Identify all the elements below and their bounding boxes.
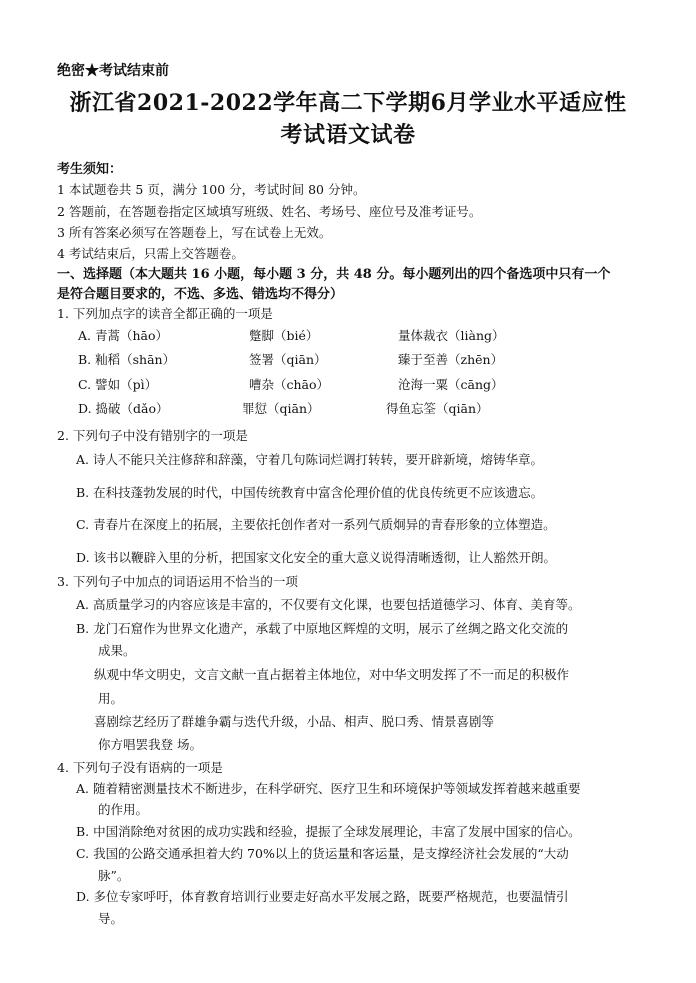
question-1-stem: 1. 下列加点字的读音全都正确的一项是 [57, 306, 273, 321]
q1-option: D. 捣破（dǎo） [78, 401, 169, 416]
exam-title-line2: 考试语文试卷 [280, 122, 416, 148]
q3-option-d: 喜剧综艺经历了群雄争霸与迭代升级，小品、相声、脱口秀、情景喜剧等 [94, 714, 495, 729]
exam-title-line1: 浙江省2021-2022学年高二下学期6月学业水平适应性 [69, 90, 627, 116]
q4-option-b: B. 中国消除绝对贫困的成功实践和经验，提振了全球发展理论，丰富了发展中国家的信心。 [76, 824, 581, 839]
q3-option-c: 纵观中华文明史，文言文献一直占据着主体地位，对中华文明发挥了不一而足的积极作 [94, 667, 570, 682]
q1-option: 臻于至善（zhēn） [398, 352, 504, 367]
section-heading: 一、选择题（本大题共 16 小题，每小题 3 分，共 48 分。每小题列出的四个备选项中只有一个 [57, 267, 611, 282]
q3-option-b-cont: 成果。 [98, 643, 136, 658]
q1-option: A. 青蒿（hāo） [78, 328, 169, 343]
q4-option-d: D. 多位专家呼吁，体育教育培训行业要走好高水平发展之路，既要严格规范，也要温情引 [76, 889, 569, 904]
q4-option-a-cont: 的作用。 [98, 802, 149, 817]
q2-option-c: C. 青春片在深度上的拓展，主要依托创作者对一系列气质炯异的青春形象的立体塑造。 [76, 517, 556, 532]
q1-option: 嘈杂（chāo） [249, 377, 330, 392]
q1-option: C. 譬如（pì） [78, 377, 158, 392]
q4-option-c-cont: 脉”。 [98, 868, 130, 883]
question-2-stem: 2. 下列句子中没有错别字的一项是 [57, 428, 248, 443]
q1-option: 得鱼忘筌（qiān） [386, 401, 489, 416]
confidential-label: 绝密★考试结束前 [57, 63, 169, 79]
q2-option-b: B. 在科技蓬勃发展的时代，中国传统教育中富含伦理价值的优良传统更不应该遗忘。 [76, 485, 544, 500]
notes-item: 3 所有答案必须写在答题卷上，写在试卷上无效。 [57, 225, 332, 240]
q1-option: 量体裁衣（liàng） [398, 328, 505, 343]
q4-option-a: A. 随着精密测量技术不断进步，在科学研究、医疗卫生和环境保护等领域发挥着越来越重要 [76, 781, 581, 796]
q1-option: 蹩脚（bié） [249, 328, 319, 343]
q3-option-c-cont: 用。 [98, 691, 124, 706]
notes-heading: 考生须知： [57, 162, 123, 177]
q1-option: 签署（qiān） [249, 352, 327, 367]
q3-option-b: B. 龙门石窟作为世界文化遗产，承载了中原地区辉煌的文明，展示了丝绸之路文化交流的 [76, 621, 569, 636]
section-heading-cont: 是符合题目要求的，不选、多选、错选均不得分） [57, 287, 344, 302]
q4-option-c: C. 我国的公路交通承担着大约 70%以上的货运量和客运量，是支撑经济社会发展的“大动 [76, 846, 569, 861]
question-3-stem: 3. 下列句子中加点的词语运用不恰当的一项 [57, 574, 298, 589]
q1-option: B. 籼稻（shān） [78, 352, 176, 367]
notes-item: 4 考试结束后，只需上交答题卷。 [57, 246, 244, 261]
q1-option: 罪愆（qiān） [242, 401, 320, 416]
q2-option-d: D. 该书以鞭辟入里的分析，把国家文化安全的重大意义说得清晰透彻，让人豁然开朗。 [76, 550, 557, 565]
notes-item: 2 答题前，在答题卷指定区域填写班级、姓名、考场号、座位号及准考证号。 [57, 204, 482, 219]
q3-option-d-cont: 你方唱罢我登 场。 [98, 737, 202, 752]
notes-item: 1 本试题卷共 5 页，满分 100 分，考试时间 80 分钟。 [57, 182, 366, 197]
q2-option-a: A. 诗人不能只关注修辞和辞藻，守着几句陈词烂调打转转，要开辟新境，熔铸华章。 [76, 452, 543, 467]
question-4-stem: 4. 下列句子没有语病的一项是 [57, 760, 223, 775]
q3-option-a: A. 高质量学习的内容应该是丰富的，不仅要有文化课，也要包括道德学习、体育、美育等。 [76, 597, 581, 612]
q1-option: 沧海一粟（cāng） [398, 377, 504, 392]
q4-option-d-cont: 导。 [98, 911, 124, 926]
